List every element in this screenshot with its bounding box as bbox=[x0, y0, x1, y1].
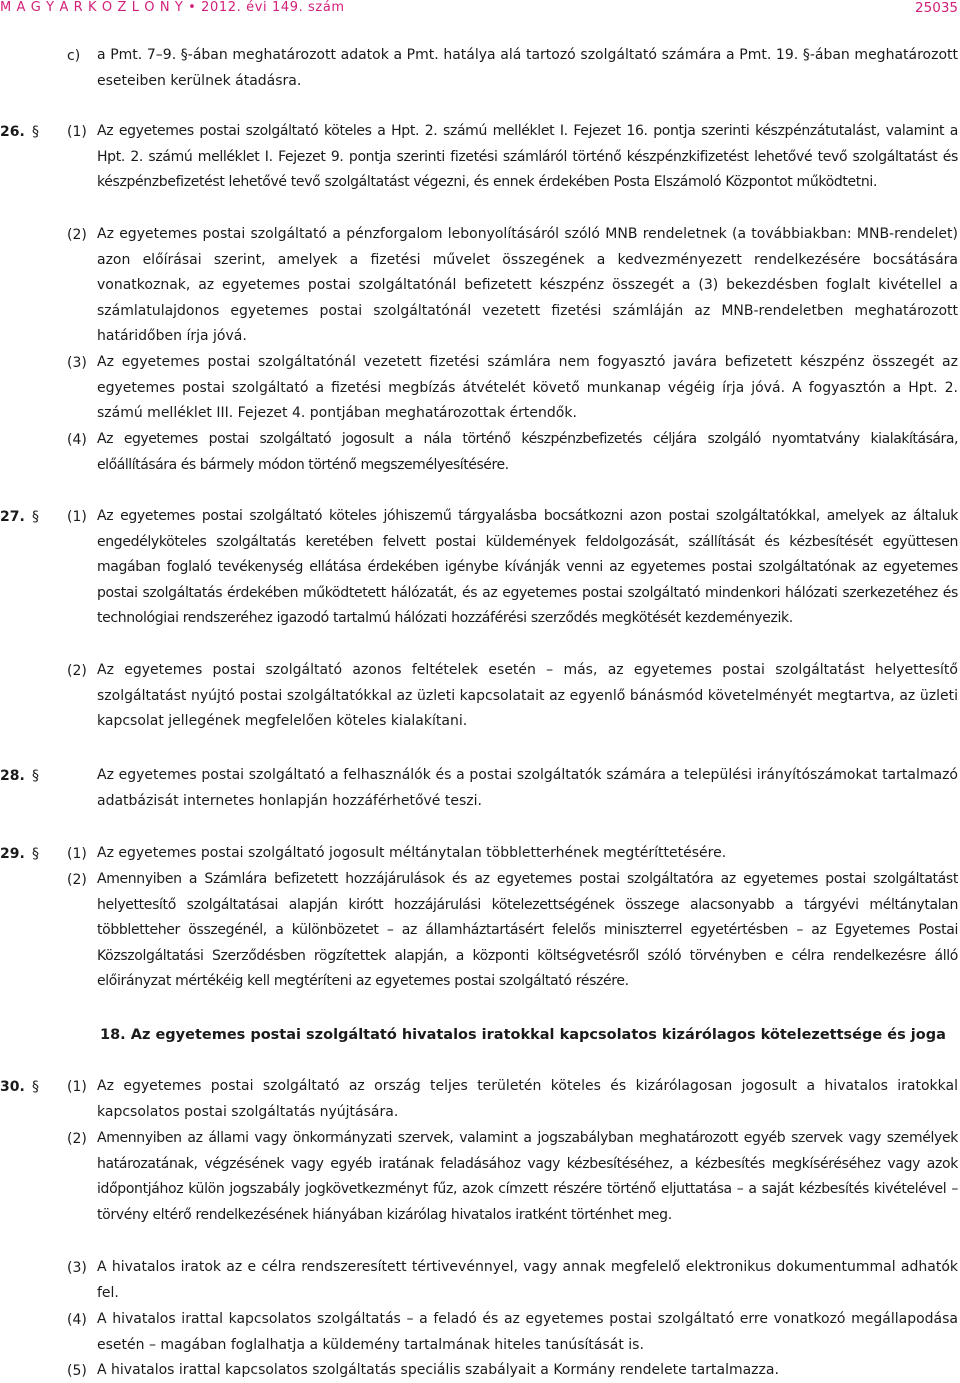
paragraph-text: Amennyiben a Számlára befizetett hozzájárulások és az egyetemes postai szolgáltatóra az egyetemes postai szolgáltatást helyettesítő szolgáltatásai alapján kirótt hozzájárulási kötelezettségének összege alacsonyabb a tárgyévi méltánytalan többletteher összegénél, a különbözetet – az államháztartásért felelős miniszterrel egyetértésben – az Egyetemes Postai Közszolgáltatási Szerződésben rögzítettek alapján, a központi költségvetésről szóló törvényben e célra rendelkezésre álló előirányzat mértékéig kell megtéríteni az egyetemes postai szolgáltató részére. bbox=[97, 871, 958, 990]
paragraph-label: (2) bbox=[67, 663, 87, 679]
paragraph-label: (2) bbox=[67, 872, 87, 888]
section-number: 30. bbox=[0, 1079, 25, 1095]
paragraph-label: (1) bbox=[67, 846, 87, 862]
paragraph-text: Az egyetemes postai szolgáltató köteles a Hpt. 2. számú melléklet I. Fejezet 16. pontja szerinti készpénzátutalást, valamint a Hpt. 2. számú melléklet I. Fejezet 9. pontja szerinti fizetési számláról történő készpénzkifizetést lehetővé tevő szolgáltatást és készpénzbefizetést lehetővé tevő szolgáltatást végezni, és ennek érdekében Posta Elszámoló Központot működtetni. bbox=[97, 123, 958, 191]
paragraph-text: Az egyetemes postai szolgáltató azonos feltételek esetén – más, az egyetemes postai szolgáltatást helyettesítő szolgáltatást nyújtó postai szolgáltatókkal az üzleti kapcsolatait az egyenlő bánásmód követelményét megtartva, az üzleti kapcsolat jellegének megfelelően köteles kialakítani. bbox=[97, 662, 958, 730]
journal-title: M A G Y A R K Ö Z L Ö N Y • 2012. évi 149. szám bbox=[0, 0, 345, 15]
paragraph-label: (2) bbox=[67, 1131, 87, 1147]
paragraph-text: A hivatalos irattal kapcsolatos szolgáltatás – a feladó és az egyetemes postai szolgáltató erre vonatkozó megállapodása esetén – magában foglalhatja a küldemény tartalmának hiteles tanúsítását is. bbox=[97, 1311, 958, 1353]
section-sign: § bbox=[32, 509, 39, 525]
paragraph-label: (4) bbox=[67, 432, 87, 448]
section-number: 26. bbox=[0, 124, 25, 140]
section-sign: § bbox=[32, 124, 39, 140]
paragraph-label: (2) bbox=[67, 227, 87, 243]
section-sign: § bbox=[32, 1079, 39, 1095]
section-sign: § bbox=[32, 846, 39, 862]
section-number: 28. bbox=[0, 768, 25, 784]
paragraph-label: (3) bbox=[67, 1260, 87, 1276]
paragraph-label: (1) bbox=[67, 124, 87, 140]
page-number: 25035 bbox=[915, 0, 958, 16]
paragraph-label: (3) bbox=[67, 355, 87, 371]
point-text: a Pmt. 7–9. §-ában meghatározott adatok a Pmt. hatálya alá tartozó szolgáltató számára a Pmt. 19. §-ában meghatározott eseteiben kerülnek átadásra. bbox=[97, 47, 958, 89]
paragraph-text: Az egyetemes postai szolgáltató köteles jóhiszemű tárgyalásba bocsátkozni azon postai szolgáltatókkal, amelyek az általuk engedélyköteles szolgáltatás keretében felvett postai küldemények feldolgozását, szállítását és kézbesítését együttesen magában foglaló tevékenység ellátása érdekében igénybe kívánják venni az egyetemes postai szolgáltatónak az egyetemes postai szolgáltatás érdekében működtetett hálózatát, és az egyetemes postai szolgáltató mindenkori hálózati szerkezetéhez és technológiai rendszeréhez igazodó tartalmú hálózati hozzáférési szerződés megkötését kezdeményezik. bbox=[97, 508, 958, 627]
paragraph-text: Az egyetemes postai szolgáltatónál vezetett fizetési számlára nem fogyasztó javára befizetett készpénz összegét az egyetemes postai szolgáltató a fizetési megbízás átvételét követő munkanap végéig írja jóvá. A fogyasztón a Hpt. 2. számú melléklet III. Fejezet 4. pontjában meghatározottak értendők. bbox=[97, 354, 958, 422]
paragraph-text: Az egyetemes postai szolgáltató az ország teljes területén köteles és kizárólagosan jogosult a hivatalos iratokkal kapcsolatos postai szolgáltatás nyújtására. bbox=[97, 1078, 958, 1120]
paragraph-text: Az egyetemes postai szolgáltató jogosult méltánytalan többletterhének megtéríttetésére. bbox=[97, 845, 727, 861]
page-header bbox=[0, 0, 960, 18]
paragraph-text: Az egyetemes postai szolgáltató a pénzforgalom lebonyolításáról szóló MNB rendeletnek (a továbbiakban: MNB-rendelet) azon előírásai szerint, amelyek a fizetési művelet összegének a kedvezményezett rendelkezésére bocsátására vonatkoznak, az egyetemes postai szolgáltatónál befizetett készpénz összegét a (3) bekezdésben foglalt kivétellel a számlatulajdonos egyetemes postai szolgáltatónál vezetett fizetési számláján az MNB-rendeletben meghatározott határidőben írja jóvá. bbox=[97, 226, 958, 345]
paragraph-label: (1) bbox=[67, 1079, 87, 1095]
paragraph-label: (1) bbox=[67, 509, 87, 525]
paragraph-text: Az egyetemes postai szolgáltató jogosult a nála történő készpénzbefizetés céljára szolgáló nyomtatvány kialakítására, előállítására és bármely módon történő megszemélyesítésére. bbox=[97, 431, 958, 473]
chapter-heading: 18. Az egyetemes postai szolgáltató hivatalos iratokkal kapcsolatos kizárólagos kötelezettsége és joga bbox=[100, 1027, 946, 1043]
paragraph-label: (5) bbox=[67, 1363, 87, 1379]
section-sign: § bbox=[32, 768, 39, 784]
section-text: Az egyetemes postai szolgáltató a felhasználók és a postai szolgáltatók számára a települési irányítószámokat tartalmazó adatbázisát internetes honlapján hozzáférhetővé teszi. bbox=[97, 767, 958, 809]
paragraph-label: (4) bbox=[67, 1312, 87, 1328]
paragraph-text: A hivatalos irattal kapcsolatos szolgáltatás speciális szabályait a Kormány rendelete tartalmazza. bbox=[97, 1362, 779, 1378]
section-number: 29. bbox=[0, 846, 25, 862]
paragraph-text: Amennyiben az állami vagy önkormányzati szervek, valamint a jogszabályban meghatározott egyéb szervek vagy személyek határozatának, végzésének vagy egyéb iratának feladásához vagy kézbesítéséhez, a kézbesítés megkíséréséhez vagy azok időpontjához külön jogszabály jogkövetkezményt fűz, azok címzett részére történő eljuttatása – a saját kézbesítés kivételével – törvény eltérő rendelkezésének hiányában kizárólag hivatalos iratként történhet meg. bbox=[97, 1130, 958, 1223]
section-number: 27. bbox=[0, 509, 25, 525]
paragraph-text: A hivatalos iratok az e célra rendszeresített tértivevénnyel, vagy annak megfelelő elektronikus dokumentummal adhatók fel. bbox=[97, 1259, 958, 1301]
point-label: c) bbox=[67, 48, 81, 64]
